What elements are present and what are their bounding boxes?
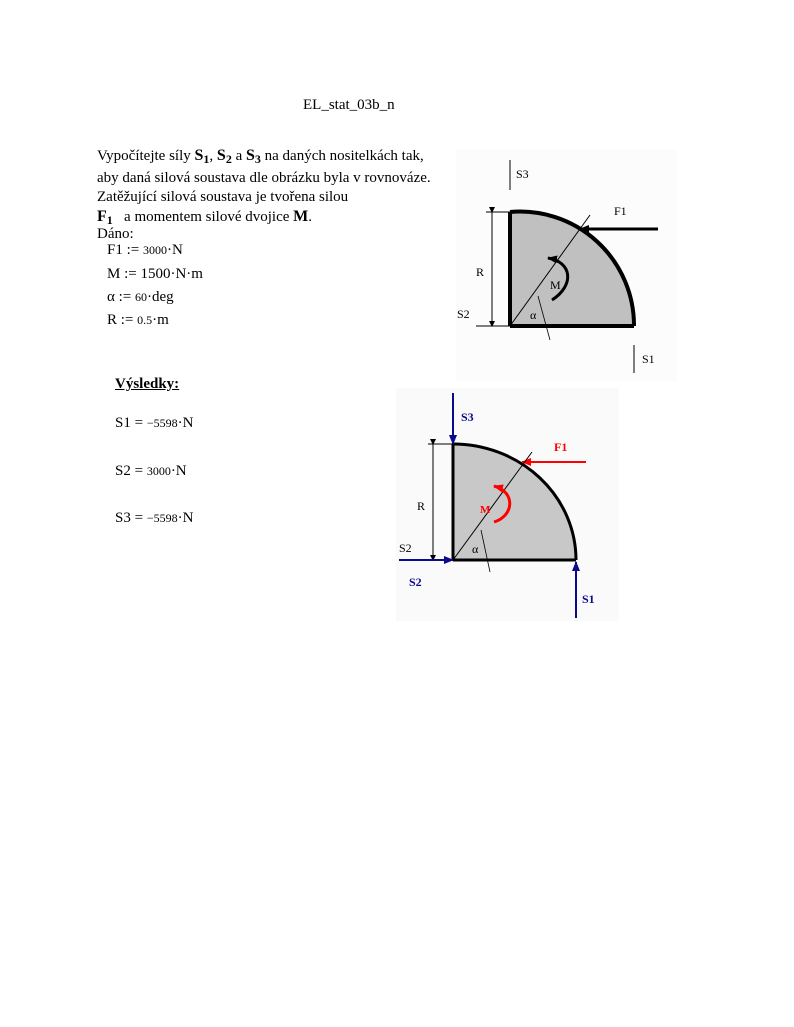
task-diagram-svg (456, 150, 677, 382)
given-alpha: α := 60·deg (107, 289, 174, 305)
r-label: R (476, 265, 485, 279)
period: . (308, 209, 313, 225)
s3-label: S3 (461, 410, 474, 424)
result-s1: S1 = −5598·N (115, 415, 194, 431)
task-diagram (456, 150, 677, 382)
s2-line-label: S2 (399, 541, 412, 555)
result-s2: S2 = 3000·N (115, 463, 187, 479)
f1-label: F1 (614, 204, 627, 218)
separator: a (231, 148, 246, 164)
result-s3: S3 = −5598·N (115, 510, 194, 526)
task-text (97, 146, 437, 230)
alpha-label: α (472, 542, 479, 556)
s2-arrow-label: S2 (409, 575, 422, 589)
task-text-part: a momentem silové dvojice (112, 209, 294, 225)
symbol-m: M (293, 208, 309, 225)
symbol-s2: $S_2$ (216, 147, 232, 166)
document-title: EL_stat_03b_n (303, 97, 395, 113)
symbol-f1: $F_1$ (97, 208, 113, 227)
task-text-part: na daných nositelkách tak, aby daná silová soustava dle obrázku byla v rovnováze. Zatěžující silová soustava je tvořena silou (97, 148, 431, 205)
result-diagram (396, 388, 619, 621)
s1-label: S1 (582, 592, 595, 606)
given-m: M := 1500·N·m (107, 266, 203, 282)
r-label: R (417, 499, 426, 513)
given-f1: F1 := 3000·N (107, 242, 183, 258)
results-heading: Výsledky: (115, 376, 180, 392)
s1-label: S1 (642, 352, 655, 366)
symbol-s1: $S_1$ (194, 147, 210, 166)
given-label: Dáno: (97, 226, 134, 242)
s2-label: S2 (457, 307, 470, 321)
result-diagram-svg (396, 388, 619, 621)
moment-label: M (550, 278, 561, 292)
symbol-s3: $S_3$ (245, 147, 261, 166)
given-r: R := 0.5·m (107, 312, 169, 328)
task-text-part: Vypočítejte síly (97, 148, 195, 164)
moment-label: M (480, 504, 491, 516)
alpha-label: α (530, 308, 537, 322)
f1-label: F1 (554, 440, 568, 454)
separator: , (209, 148, 217, 164)
s3-label: S3 (516, 167, 529, 181)
